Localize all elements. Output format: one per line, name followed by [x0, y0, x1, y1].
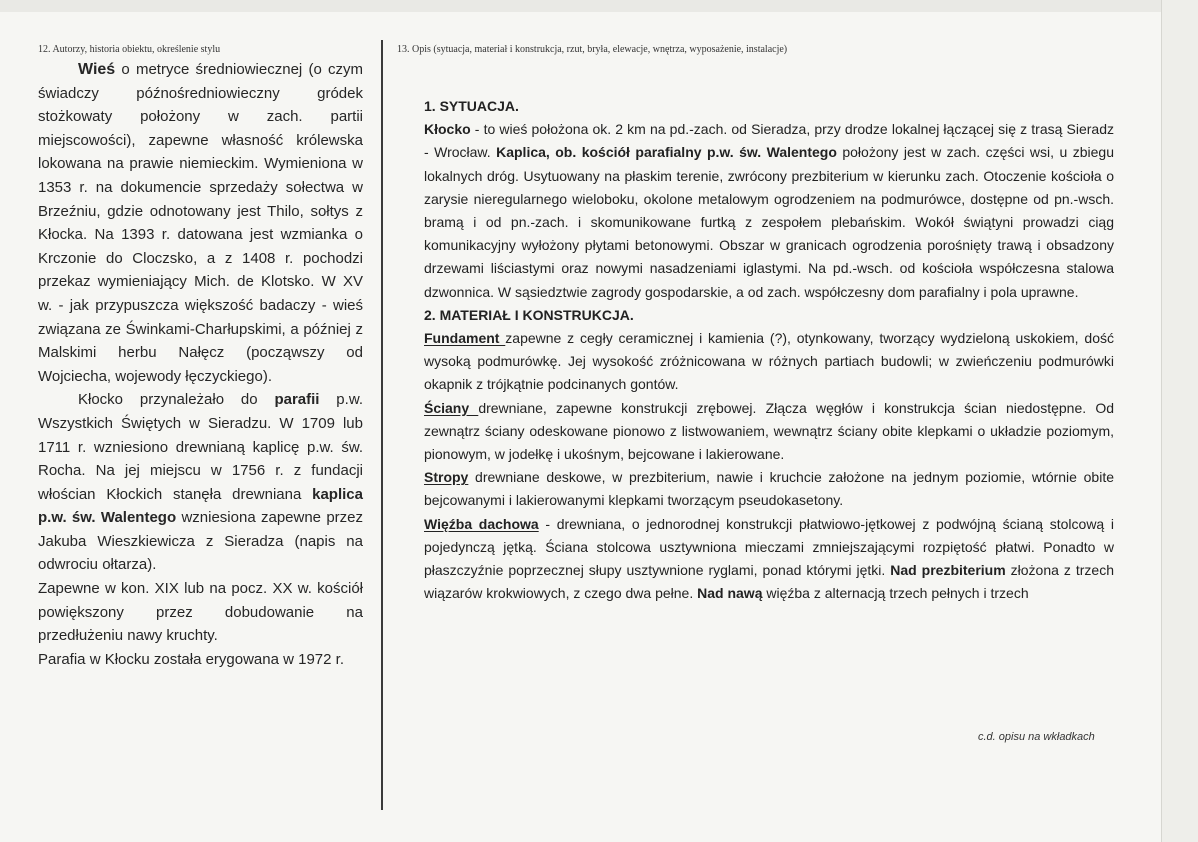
scan-edge-top	[0, 0, 1198, 12]
stropy-label: Stropy	[424, 469, 469, 486]
history-bold-parafii: parafii	[274, 391, 320, 409]
sciany-paragraph	[424, 397, 1114, 467]
sciany-label: Ściany	[424, 399, 479, 416]
history-text-2c: p.w. Wszystkich Świętych w Sieradzu. W 1709 lub 1711 r. wzniesiono drewnianą kaplicę p.w. św. Rocha. Na jej miejscu w 1756 r. z fundacji włościan Kłockich stanęła drewniana	[38, 391, 363, 503]
prezbiterium-text: złożona z trzech wiązarów krokwiowych, z czego dwa pełne.	[424, 562, 1114, 602]
continued-note: c.d. opisu na wkładkach	[978, 731, 1095, 743]
stropy-paragraph	[424, 466, 1114, 512]
section-1-body	[424, 118, 1114, 304]
history-bold-kaplica: kaplica p.w. św. Walentego	[38, 485, 363, 527]
section-1-text-b: - to wieś położona ok. 2 km na pd.-zach. od Sieradza, przy drodze lokalnej łączącej się z trasą Sieradz - Wrocław.	[424, 121, 1114, 161]
history-text-2a: Kłocko przynależało do	[78, 391, 275, 409]
left-column-header: 12. Autorzy, historia obiektu, określenie stylu	[38, 44, 221, 55]
history-column	[38, 58, 363, 671]
history-text-2e: wzniesiona zapewne przez Jakuba Wieszkiewicza z Sieradza (napis na odwrociu ołtarza).	[38, 509, 364, 574]
history-paragraph-2	[38, 388, 363, 577]
sciany-text: drewniane, zapewne konstrukcji zrębowej. Złącza węgłów i konstrukcja ścian niedostępne. Od zewnątrz ściany odeskowane pionowo z listwowaniem, wewnątrz ściany obite klepkami o układzie poziomym, pionowym, w jodełkę i ukośnym, bejcowane i lakierowane.	[424, 399, 1114, 463]
history-text-1: o metryce średniowiecznej (o czym świadczy późnośredniowieczny gródek stożkowaty położony w zach. partii miejscowości), zapewne własność królewska lokowana na prawie niemieckim. Wymieniona w 1353 r. na dokumencie sprzedaży sołectwa w Brzeźniu, gdzie odnotowany jest Thilo, sołtys z Kłocka. Na 1393 r. datowana jest wzmianka o Krczonie do Cloczsko, a z 1408 r. pochodzi przekaz wymieniający Mich. de Klotsko. W XV w. - jak przypuszcza większość badaczy - wieś związana ze Świnkami-Charłupskimi, a później z Malskimi herbu Nałęcz (począwszy od Wojciecha, wojewody łęczyckiego).	[38, 61, 363, 385]
history-paragraph-1	[38, 58, 363, 388]
scan-edge-right	[1161, 0, 1198, 842]
section-1-bold-kaplica: Kaplica, ob. kościół parafialny p.w. św. Walentego	[496, 144, 837, 161]
section-1-title: 1. SYTUACJA.	[424, 98, 519, 114]
prezbiterium-label: Nad prezbiterium	[890, 562, 1006, 579]
section-1-bold-klocko: Kłocko	[424, 121, 471, 138]
nawa-label: Nad nawą	[697, 585, 763, 602]
history-lead-word: Wieś	[78, 61, 116, 78]
section-2-title: 2. MATERIAŁ I KONSTRUKCJA.	[424, 306, 634, 323]
history-paragraph-4: Parafia w Kłocku została erygowana w 1972 r.	[38, 650, 344, 668]
wiezba-text: - drewniana, o jednorodnej konstrukcji płatwiowo-jętkowej z podwójną ścianą stolcową i pojedynczą jętką. Ściana stolcowa usztywniona mieczami zmniejszającymi rozpiętość płatwi. Ponadto w płaszczyźnie poprzecznej słupy usztywnione ryglami, ponad którymi jętki.	[424, 515, 1114, 579]
wiezba-label: Więźba dachowa	[424, 515, 539, 532]
fundament-paragraph	[424, 327, 1114, 397]
description-column	[424, 95, 1114, 605]
history-paragraph-3: Zapewne w kon. XIX lub na pocz. XX w. kościół powiększony przez dobudowanie na przedłużeniu nawy kruchty.	[38, 580, 363, 645]
fundament-label: Fundament	[424, 330, 506, 347]
fundament-text: zapewne z cegły ceramicznej i kamienia (?), otynkowany, tworzący wydzieloną uskokiem, dość wysoką podmurówkę. Jej wysokość zróżnicowana w różnych partiach budowli; w zwieńczeniu podmurówki okapnik z trójkątnie podcinanych gontów.	[424, 330, 1114, 393]
section-1-text-d: położony jest w zach. części wsi, u zbiegu lokalnych dróg. Usytuowany na płaskim terenie, zwrócony prezbiterium w kierunku zach. Otoczenie kościoła o zarysie nieregularnego wieloboku, okolone metalowym ogrodzeniem na podmurówce, dostępne od pn.-wsch. bramą i od pn.-zach. i skomunikowane furtką z zespołem plebańskim. Wokół świątyni prowadzi ciąg komunikacyjny wyłożony płytami betonowymi. Obszar w granicach ogrodzenia porośnięty trawą i obsadzony drzewami liściastymi oraz nowymi nasadzeniami iglastymi. Na pd.-wsch. od kościoła współczesna stalowa dzwonnica. W sąsiedztwie zagrody gospodarskie, a od zach. współczesny dom parafialny i pola uprawne.	[424, 144, 1114, 300]
wiezba-paragraph	[424, 513, 1114, 606]
nawa-text: więźba z alternacją trzech pełnych i trzech	[762, 585, 1029, 602]
right-column-header: 13. Opis (sytuacja, materiał i konstrukcja, rzut, bryła, elewacje, wnętrza, wyposażenie, instalacje)	[397, 44, 788, 55]
stropy-text: drewniane deskowe, w prezbiterium, nawie i kruchcie założone na jednym poziomie, wtórnie obite bejcowanymi i lakierowanymi klepkami tworzącym pseudokasetony.	[424, 469, 1114, 509]
column-divider	[381, 40, 383, 810]
